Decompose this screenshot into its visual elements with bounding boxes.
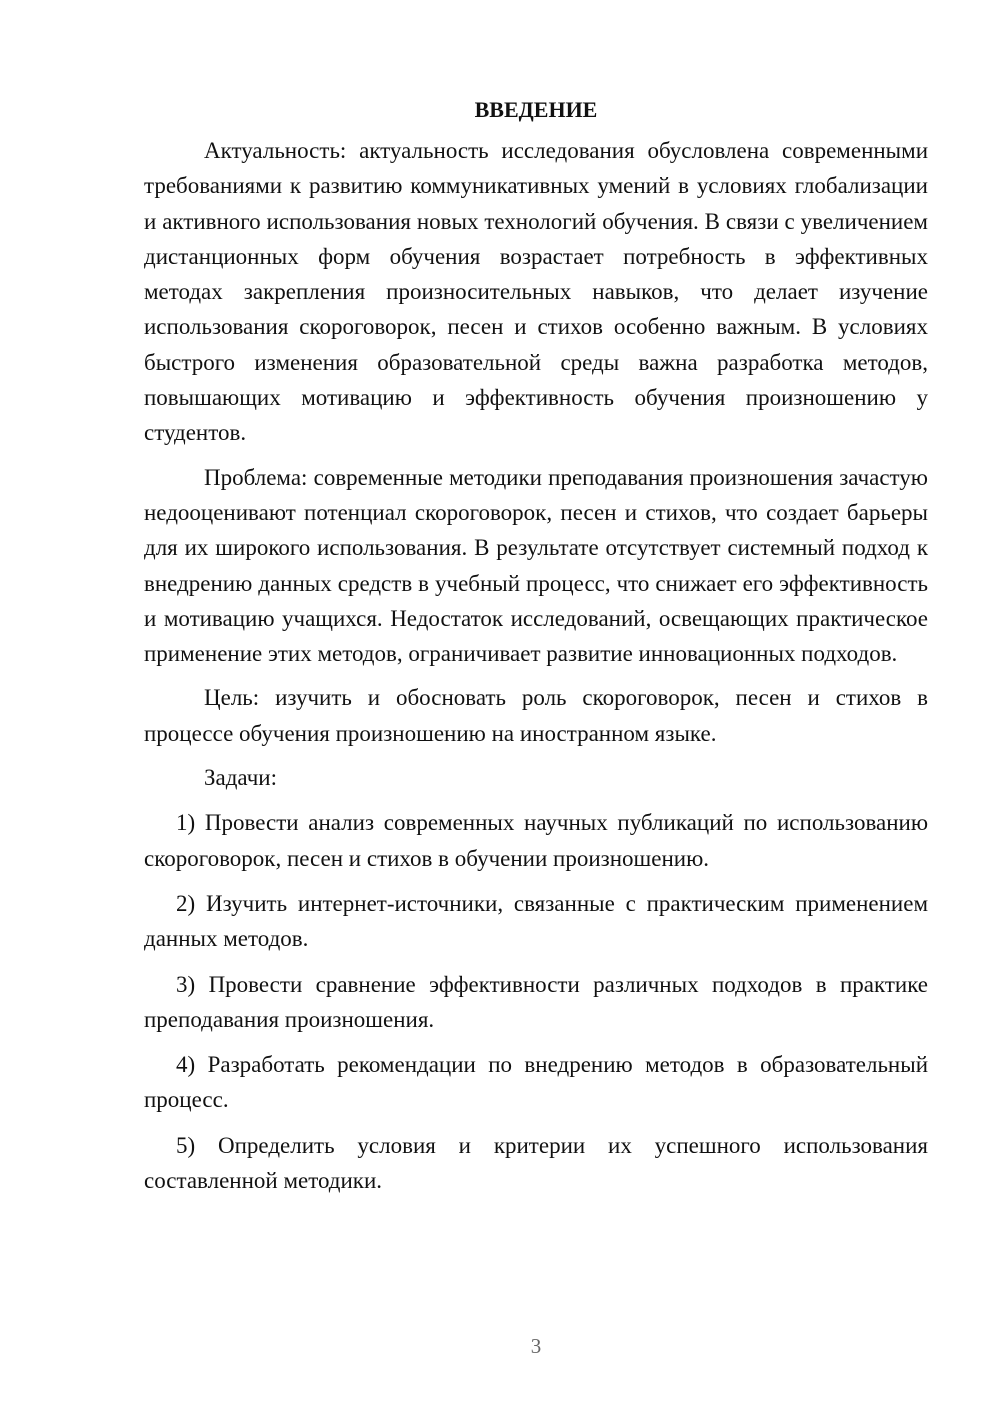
- task-text: Провести сравнение эффективности различных подходов в практике преподавания произношения.: [144, 971, 928, 1032]
- task-number: 2): [176, 890, 196, 916]
- problem-paragraph: Проблема: современные методики преподавания произношения зачастую недооценивают потенциал скороговорок, песен и стихов, что создает барьеры для их широкого использования. В результате отсутствует системный подход к внедрению данных средств в учебный процесс, что снижает его эффективность и мотивацию учащихся. Недостаток исследований, освещающих практическое применение этих методов, ограничивает развитие инновационных подходов.: [144, 464, 928, 667]
- task-number: 1): [176, 810, 196, 836]
- task-item: [144, 805, 928, 876]
- task-number: 3): [176, 971, 196, 997]
- section-heading: ВВЕДЕНИЕ: [474, 97, 598, 122]
- task-text: Изучить интернет-источники, связанные с практическим применением данных методов.: [144, 890, 928, 952]
- goal-paragraph: Цель: изучить и обосновать роль скороговорок, песен и стихов в процессе обучения произношению на иностранном языке.: [144, 685, 928, 746]
- task-item: [144, 967, 928, 1038]
- task-number: 5): [176, 1132, 196, 1158]
- task-number: 4): [176, 1052, 196, 1078]
- task-text: Определить условия и критерии их успешного использования составленной методики.: [144, 1132, 929, 1194]
- task-item: [144, 1047, 928, 1118]
- page-number: 3: [530, 1334, 542, 1358]
- task-text: Провести анализ современных научных публикаций по использованию скороговорок, песен и стихов в обучении произношению.: [144, 810, 929, 871]
- tasks-label: Задачи:: [204, 765, 277, 791]
- task-item: [144, 886, 928, 957]
- task-text: Разработать рекомендации по внедрению методов в образовательный процесс.: [144, 1052, 929, 1113]
- task-item: [144, 1128, 928, 1199]
- relevance-paragraph: Актуальность: актуальность исследования обусловлена современными требованиями к развитию коммуникативных умений в условиях глобализации и активного использования новых технологий обучения. В связи с увеличением дистанционных форм обучения возрастает потребность в эффективных методах закрепления произносительных навыков, что делает изучение использования скороговорок, песен и стихов особенно важным. В условиях быстрого изменения образовательной среды важна разработка методов, повышающих мотивацию и эффективность обучения произношению у студентов.: [144, 138, 928, 446]
- page-body: [144, 92, 928, 1208]
